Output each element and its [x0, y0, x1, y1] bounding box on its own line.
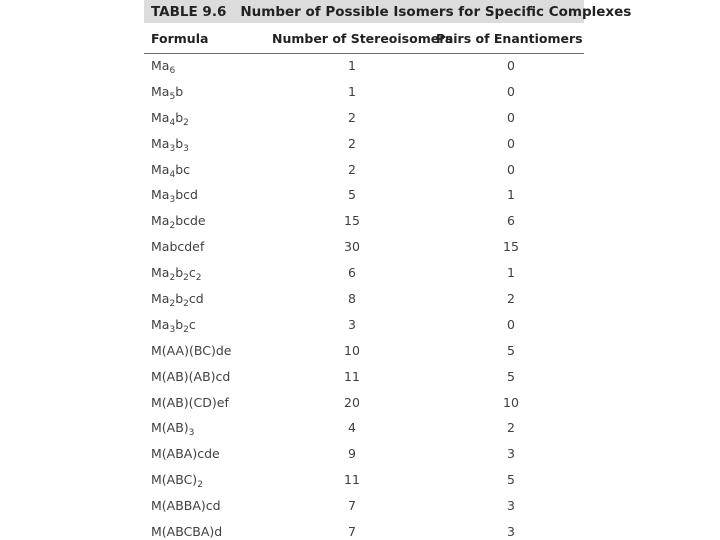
table-title: Number of Possible Isomers for Specific Complexes [240, 3, 632, 20]
table-row [144, 496, 584, 522]
formula-cell: M(AA)(BC)de [151, 342, 232, 358]
formula-cell: $Ma_3b_3$ [151, 135, 189, 154]
enantiomers-cell: 1 [507, 187, 515, 203]
enantiomers-cell: 10 [503, 394, 519, 410]
enantiomers-cell: 0 [507, 83, 515, 99]
table-row [144, 211, 584, 237]
stereoisomers-cell: 8 [348, 291, 356, 307]
header-divider [144, 53, 584, 54]
enantiomers-cell: 0 [507, 109, 515, 125]
enantiomers-cell: 15 [503, 239, 519, 255]
stereoisomers-cell: 2 [348, 161, 356, 177]
table-header-row [144, 29, 584, 49]
formula-cell: M(AB)(CD)ef [151, 394, 229, 410]
table-row [144, 160, 584, 186]
stereoisomers-cell: 11 [344, 472, 360, 488]
formula-cell: $Ma_3bcd$ [151, 187, 198, 206]
stereoisomers-cell: 11 [344, 368, 360, 384]
table-row [144, 289, 584, 315]
enantiomers-cell: 2 [507, 291, 515, 307]
stereoisomers-cell: 1 [348, 83, 356, 99]
formula-cell: $Ma_4b_2$ [151, 109, 189, 128]
stereoisomers-cell: 6 [348, 265, 356, 281]
table-label: TABLE 9.6 [151, 3, 227, 20]
enantiomers-cell: 3 [507, 446, 515, 462]
stereoisomers-cell: 7 [348, 498, 356, 514]
table-row [144, 263, 584, 289]
stereoisomers-cell: 10 [344, 342, 360, 358]
table-row [144, 134, 584, 160]
enantiomers-cell: 3 [507, 498, 515, 514]
stereoisomers-cell: 20 [344, 394, 360, 410]
enantiomers-cell: 0 [507, 161, 515, 177]
enantiomers-cell: 0 [507, 135, 515, 151]
table-row [144, 82, 584, 108]
formula-cell: $Ma_2b_2c_2$ [151, 265, 202, 284]
stereoisomers-cell: 4 [348, 420, 356, 436]
table-row [144, 185, 584, 211]
table-row [144, 341, 584, 367]
formula-cell: M(ABBA)cd [151, 498, 221, 514]
header-enantiomers: Pairs of Enantiomers [436, 31, 583, 46]
formula-cell: Mabcdef [151, 239, 205, 255]
table-row [144, 444, 584, 470]
table-row [144, 393, 584, 419]
table-row [144, 470, 584, 496]
table-row [144, 56, 584, 82]
stereoisomers-cell: 5 [348, 187, 356, 203]
formula-cell: $Ma_6$ [151, 58, 176, 76]
header-formula: Formula [151, 31, 209, 46]
table-row [144, 418, 584, 444]
enantiomers-cell: 0 [507, 58, 515, 73]
table-title-bar [144, 0, 632, 23]
stereoisomers-cell: 7 [348, 524, 356, 540]
stereoisomers-cell: 1 [348, 58, 356, 73]
stereoisomers-cell: 9 [348, 446, 356, 462]
stereoisomers-cell: 30 [344, 239, 360, 255]
formula-cell: $M(ABC)_2$ [151, 472, 203, 491]
enantiomers-cell: 5 [507, 368, 515, 384]
stereoisomers-cell: 2 [348, 135, 356, 151]
formula-cell: M(ABA)cde [151, 446, 220, 462]
formula-cell: $Ma_3b_2c$ [151, 316, 196, 335]
enantiomers-cell: 3 [507, 524, 515, 540]
table-row [144, 522, 584, 540]
enantiomers-cell: 5 [507, 342, 515, 358]
enantiomers-cell: 6 [507, 213, 515, 229]
table-row [144, 237, 584, 263]
stereoisomers-cell: 2 [348, 109, 356, 125]
formula-cell: $Ma_2bcde$ [151, 213, 206, 232]
table-row [144, 367, 584, 393]
header-stereoisomers: Number of Stereoisomers [272, 31, 453, 46]
table-body [144, 56, 584, 540]
formula-cell: M(ABCBA)d [151, 524, 223, 540]
table-row [144, 108, 584, 134]
formula-cell: $Ma_5b$ [151, 83, 184, 102]
formula-cell: M(AB)(AB)cd [151, 368, 231, 384]
enantiomers-cell: 2 [507, 420, 515, 436]
formula-cell: $Ma_4bc$ [151, 161, 190, 180]
stereoisomers-cell: 15 [344, 213, 360, 229]
formula-cell: $M(AB)_3$ [151, 420, 195, 439]
stereoisomers-cell: 3 [348, 316, 356, 332]
enantiomers-cell: 0 [507, 316, 515, 332]
enantiomers-cell: 5 [507, 472, 515, 488]
formula-cell: $Ma_2b_2cd$ [151, 291, 204, 310]
table-row [144, 315, 584, 341]
enantiomers-cell: 1 [507, 265, 515, 281]
